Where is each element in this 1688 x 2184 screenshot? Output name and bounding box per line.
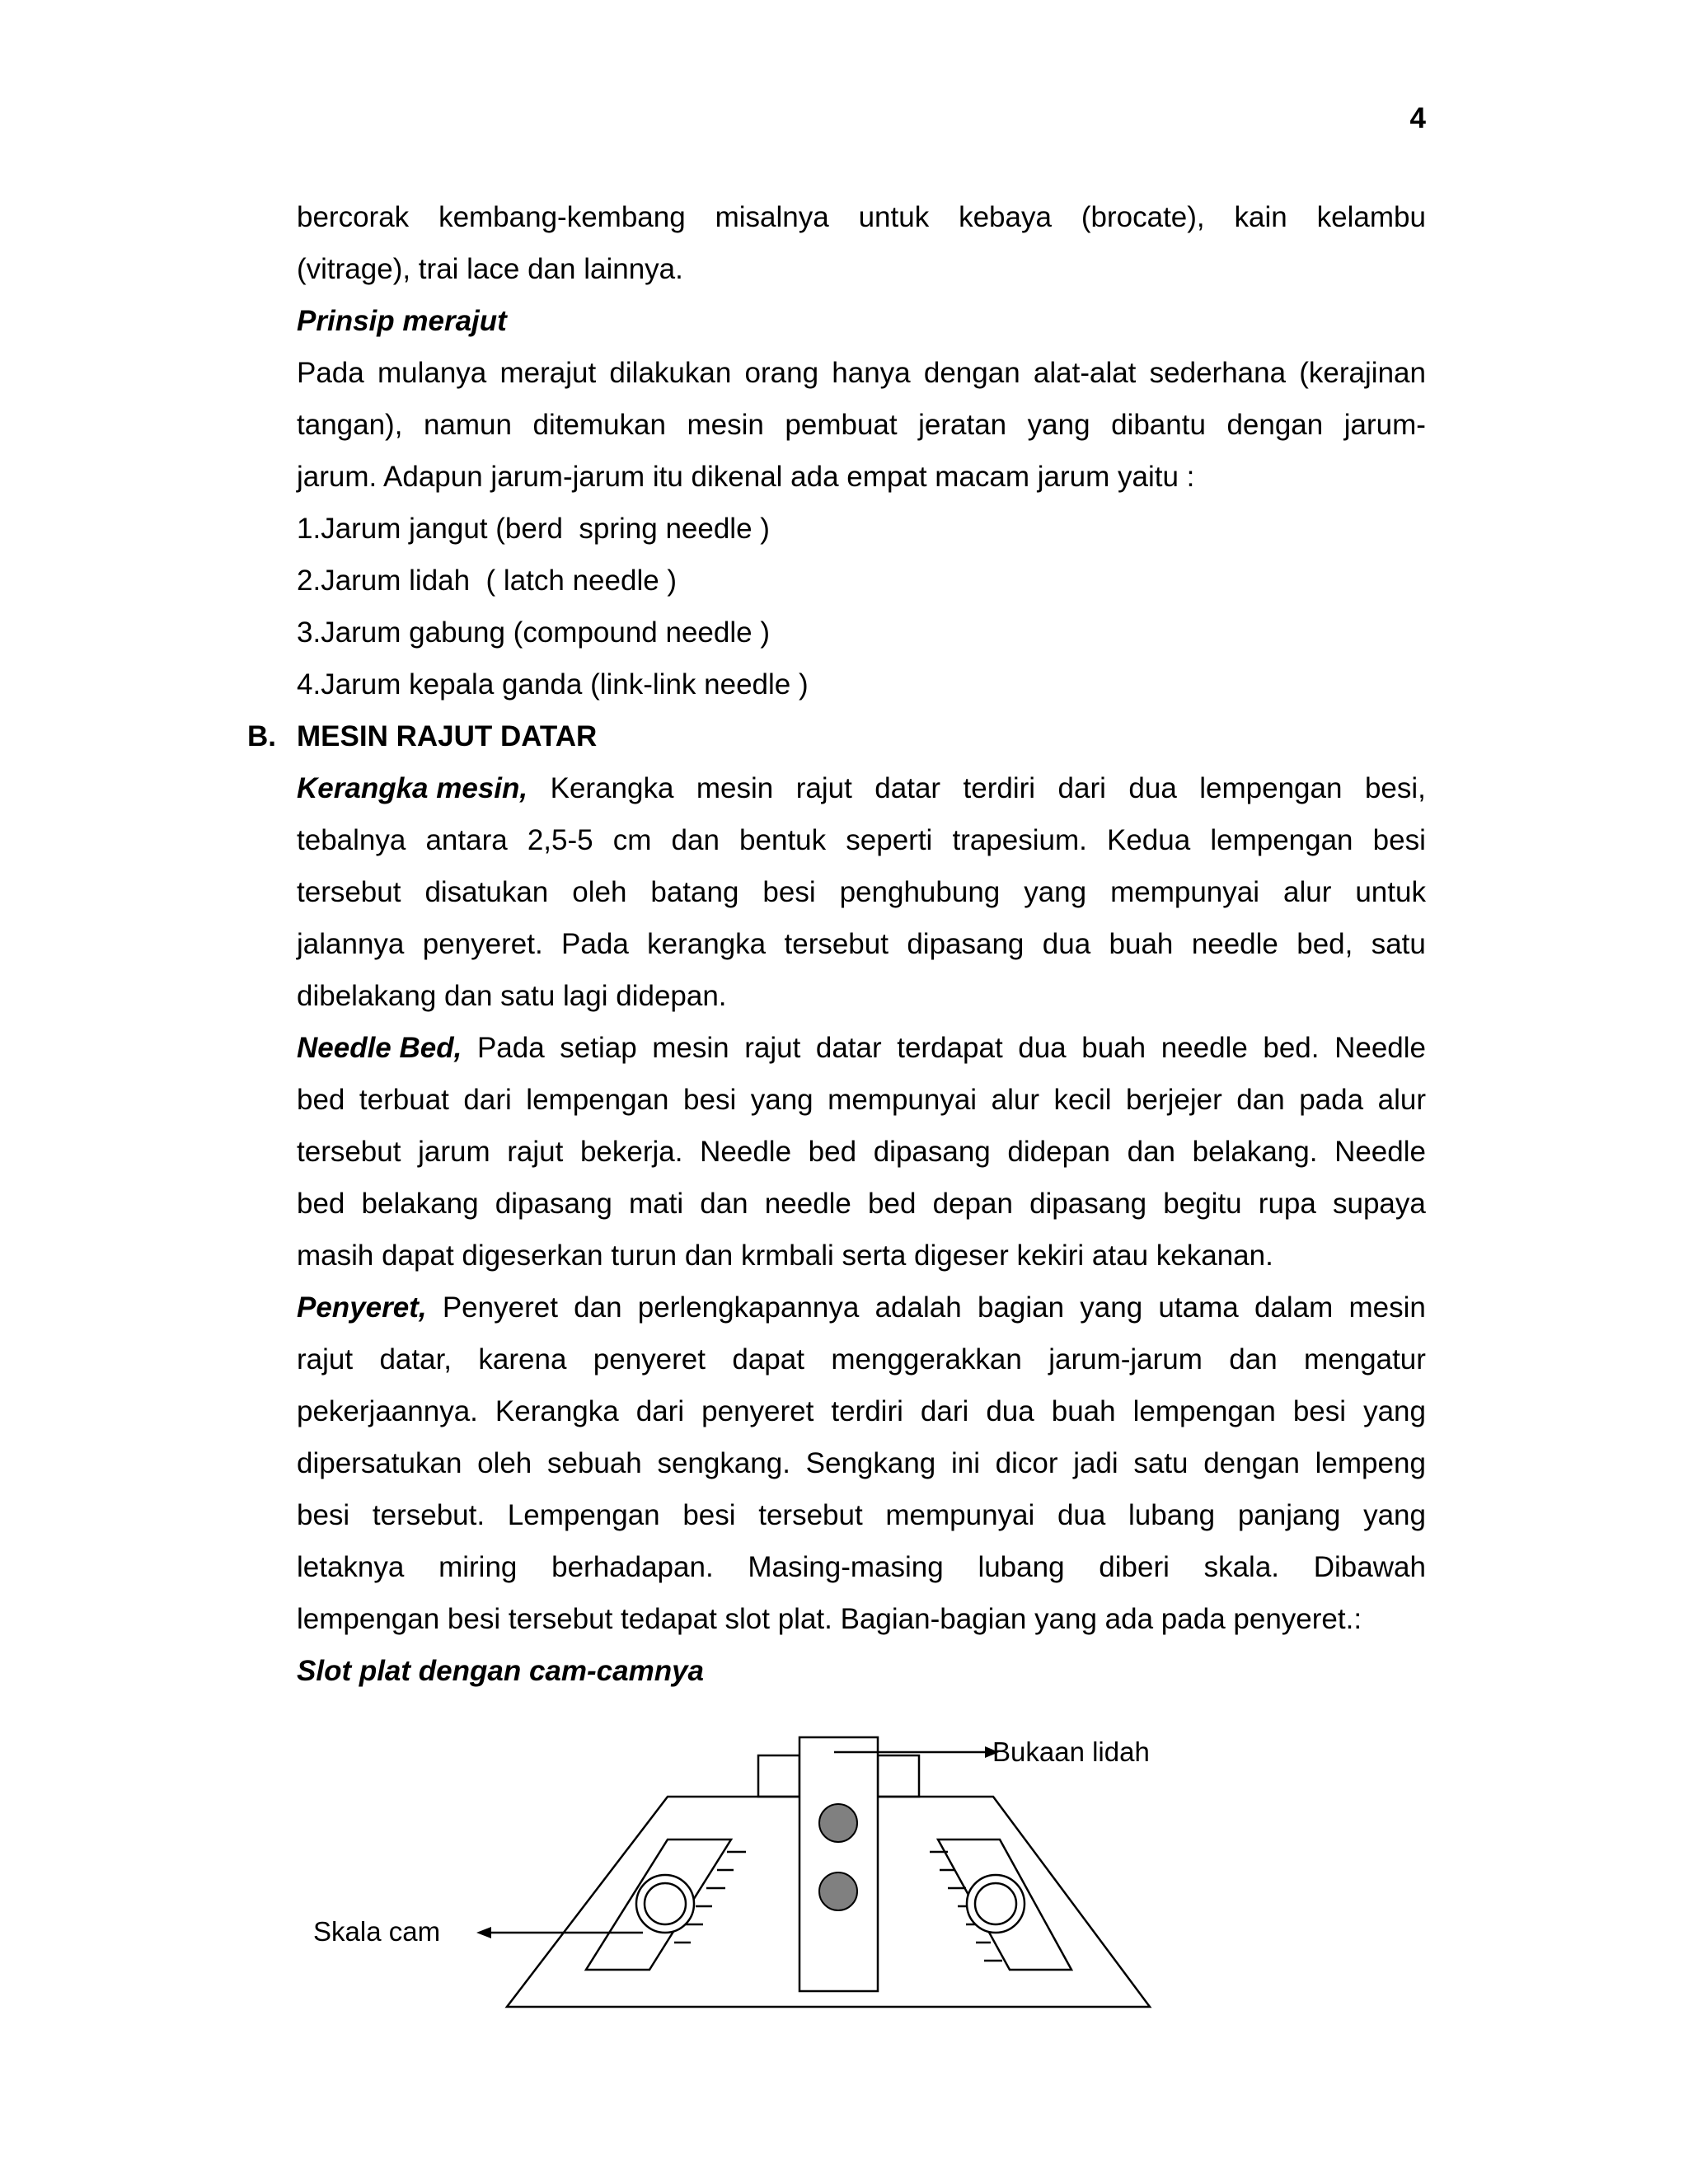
justified-line [297,1437,1426,1489]
word: bercorak [297,201,410,233]
word: dan [671,824,720,856]
upper-dot [819,1804,857,1842]
word: misalnya [715,201,829,233]
word: datar [874,772,941,804]
word: penyeret [701,1395,814,1427]
word: besi [762,876,816,908]
word: tangan), [297,409,403,441]
word: rajut [744,1032,801,1064]
word: jalannya [297,928,405,960]
word: jadi [1073,1447,1118,1479]
word: dari [635,1395,685,1427]
word: cm [612,824,652,856]
center-plate [799,1737,878,1991]
word: satu [1133,1447,1189,1479]
word: setiap [560,1032,637,1064]
word: menggerakkan [831,1343,1022,1376]
term-label: Kerangka mesin, [297,772,528,804]
word: sederhana [1149,357,1287,389]
lower-dot [819,1872,857,1910]
skala-arrow-head [476,1927,491,1938]
justified-line [297,347,1426,399]
word: rupa [1258,1188,1316,1220]
justified-line [297,918,1426,970]
word: 2,5-5 [527,824,593,856]
word: mempunyai [1110,876,1260,908]
word: dipasang [495,1188,612,1220]
word: belakang. [1192,1136,1318,1168]
word: alur [991,1084,1039,1116]
word: jeratan [918,409,1007,441]
word: bed, [1296,928,1353,960]
word: tersebut [297,1136,401,1168]
word: besi [683,1084,737,1116]
word: datar [815,1032,882,1064]
word: buah [1051,1395,1116,1427]
word: supaya [1333,1188,1426,1220]
word: hanya [832,357,911,389]
word: mempunyai [885,1499,1035,1531]
word: kembang-kembang [438,201,686,233]
word: Kerangka [495,1395,619,1427]
word: begitu [1163,1188,1242,1220]
word: terdapat [897,1032,1003,1064]
word: mesin [696,772,774,804]
word: pekerjaannya. [297,1395,478,1427]
justified-line [297,814,1426,866]
word: needle [1160,1032,1248,1064]
word: sengkang. [657,1447,790,1479]
word: datar, [379,1343,452,1376]
prinsip-section [247,295,1426,710]
justified-line [297,1022,1426,1074]
word: satu [1371,928,1426,960]
word: yang [1024,876,1087,908]
word: penghubung [839,876,1001,908]
needle-list-item: 3.Jarum gabung (compound needle ) [297,616,770,649]
word: kain [1234,201,1287,233]
word: kebaya [959,201,1052,233]
left-top-box [758,1755,799,1797]
word: buah [1109,928,1174,960]
slot-plat-drawing [247,1714,1426,2044]
word: needle [1191,928,1278,960]
justified-line [297,1333,1426,1385]
word: ditemukan [532,409,666,441]
word: dengan [1203,1447,1300,1479]
slot-plat-heading: Slot plat dengan cam-camnya [297,1655,705,1687]
word: bed [297,1084,345,1116]
word: namun [423,409,512,441]
text-line: masih dapat digeserkan turun dan krmbali serta digeser kekiri atau kekanan. [297,1240,1273,1272]
text-line: (vitrage), trai lace dan lainnya. [297,253,683,285]
word: (brocate), [1081,201,1205,233]
word: oleh [572,876,627,908]
word: mesin [1348,1291,1426,1324]
justified-line [297,1282,1426,1333]
slot-plat-diagram [247,1714,1426,2044]
word: panjang [1237,1499,1341,1531]
section-title: MESIN RAJUT DATAR [297,720,598,752]
word: dan [1236,1084,1285,1116]
word: dua [1042,928,1091,960]
word: oleh [477,1447,532,1479]
word: ini [950,1447,980,1479]
word: Kedua [1106,824,1191,856]
word: Needle [700,1136,792,1168]
word: tersebut. [372,1499,485,1531]
word: berhadapan. [551,1551,714,1583]
word: dalam [1254,1291,1334,1324]
word: trapesium. [952,824,1087,856]
word: bed. [1263,1032,1320,1064]
word: lempengan [1199,772,1343,804]
word: bed [868,1188,917,1220]
word: alat-alat [1033,357,1137,389]
word: dan [1127,1136,1176,1168]
word: dipasang [1029,1188,1147,1220]
word: penyeret. [422,928,543,960]
word: dari [463,1084,512,1116]
skala-cam-label: Skala cam [313,1916,441,1947]
word: karena [478,1343,567,1376]
penyeret-paragraph [247,1282,1426,1697]
word: kerangka [647,928,767,960]
word: lempengan [1132,1395,1276,1427]
word: kelambu [1316,201,1426,233]
justified-line [297,1385,1426,1437]
word: jarum-jarum [1048,1343,1203,1376]
word: antara [425,824,508,856]
word: tebalnya [297,824,406,856]
word: mati [628,1188,684,1220]
word: besi [682,1499,736,1531]
word: dari [1057,772,1106,804]
word: yang [1080,1291,1143,1324]
word: dibantu [1111,409,1206,441]
justified-line [297,1541,1426,1593]
justified-line [297,191,1426,243]
word: penyeret [593,1343,706,1376]
word: untuk [1355,876,1426,908]
word: Lempengan [507,1499,660,1531]
word: tersebut [784,928,889,960]
word: untuk [858,201,930,233]
word: didepan [1007,1136,1110,1168]
word: alur [1377,1084,1426,1116]
word: rajut [507,1136,564,1168]
word: sebuah [546,1447,642,1479]
diagram-strokes [486,1737,1150,2007]
word: jarum- [1343,409,1426,441]
word: belakang [361,1188,479,1220]
needle-list-item: 2.Jarum lidah ( latch needle ) [297,565,678,597]
word: batang [650,876,739,908]
word: dua [986,1395,1034,1427]
word: dari [920,1395,969,1427]
word: yang [1363,1395,1426,1427]
needle-bed-paragraph [247,1022,1426,1282]
word: seperti [846,824,933,856]
word: mengatur [1304,1343,1426,1376]
word: terdiri [963,772,1036,804]
word: Penyeret [442,1291,558,1324]
text-line: lempengan besi tersebut tedapat slot plat. Bagian-bagian yang ada pada penyeret.: [297,1603,1362,1635]
word: dicor [995,1447,1058,1479]
word: tersebut [297,876,401,908]
word: tersebut [758,1499,863,1531]
word: dua [1128,772,1177,804]
word: Masing-masing [748,1551,944,1583]
word: berjejer [1126,1084,1222,1116]
word: bekerja. [579,1136,683,1168]
word: mesin [687,409,764,441]
word: pembuat [785,409,898,441]
word: dua [1018,1032,1067,1064]
kerangka-paragraph [247,762,1426,1022]
word: Pada [561,928,629,960]
word: dengan [923,357,1020,389]
word: diberi [1099,1551,1170,1583]
word: dengan [1226,409,1324,441]
text-line: dibelakang dan satu lagi didepan. [297,980,727,1012]
justified-line [297,762,1426,814]
word: Needle [1334,1136,1426,1168]
word: perlengkapannya [637,1291,860,1324]
word: bagian [977,1291,1065,1324]
word: (kerajinan [1299,357,1426,389]
word: Needle [1334,1032,1426,1064]
word: lempengan [526,1084,669,1116]
bukaan-lidah-label: Bukaan lidah [992,1736,1150,1767]
word: terdiri [831,1395,903,1427]
word: Dibawah [1313,1551,1426,1583]
text-line: jarum. Adapun jarum-jarum itu dikenal ada empat macam jarum yaitu : [297,461,1195,493]
needle-list-item: 4.Jarum kepala ganda (link-link needle ) [297,668,809,701]
word: rajut [297,1343,354,1376]
justified-line [297,1178,1426,1230]
word: alur [1282,876,1332,908]
word: yang [750,1084,814,1116]
word: lempengan [1210,824,1353,856]
word: lubang [1128,1499,1216,1531]
continuation-paragraph [247,191,1426,295]
word: bed [297,1188,345,1220]
word: Kerangka [550,772,674,804]
word: adalah [874,1291,962,1324]
word: lempeng [1315,1447,1426,1479]
word: dan [700,1188,748,1220]
term-label: Penyeret, [297,1291,427,1324]
word: besi, [1364,772,1426,804]
justified-line [297,399,1426,451]
word: lubang [978,1551,1065,1583]
word: merajut [499,357,597,389]
word: pada [1299,1084,1364,1116]
word: miring [438,1551,518,1583]
justified-line [297,1126,1426,1178]
word: needle [764,1188,851,1220]
word: dan [1229,1343,1278,1376]
word: dan [574,1291,622,1324]
word: utama [1158,1291,1239,1324]
word: dapat [732,1343,804,1376]
word: orang [744,357,819,389]
word: Sengkang [805,1447,936,1479]
page-content [247,191,1426,1697]
justified-line [297,866,1426,918]
word: disatukan [424,876,549,908]
page-number: 4 [1409,102,1426,134]
word: skala. [1203,1551,1280,1583]
word: kecil [1053,1084,1112,1116]
justified-line [297,1074,1426,1126]
word: dua [1057,1499,1106,1531]
word: yang [1363,1499,1426,1531]
prinsip-heading: Prinsip merajut [297,305,507,337]
word: dipersatukan [297,1447,462,1479]
word: depan [932,1188,1013,1220]
word: rajut [795,772,852,804]
word: dipasang [873,1136,991,1168]
section-letter: B. [247,720,276,752]
word: dilakukan [609,357,732,389]
word: mesin [652,1032,729,1064]
word: buah [1081,1032,1146,1064]
word: Pada [297,357,364,389]
word: besi [1292,1395,1347,1427]
needle-list-item: 1.Jarum jangut (berd spring needle ) [297,513,770,545]
word: Pada [476,1032,545,1064]
word: letaknya [297,1551,405,1583]
right-top-box [878,1755,919,1797]
word: yang [1027,409,1090,441]
word: bed [808,1136,857,1168]
word: mulanya [377,357,487,389]
word: jarum [418,1136,490,1168]
word: bentuk [739,824,827,856]
word: mempunyai [828,1084,978,1116]
justified-line [297,1489,1426,1541]
term-label: Needle Bed, [297,1032,462,1064]
word: dipasang [907,928,1025,960]
word: besi [1372,824,1426,856]
word: terbuat [359,1084,449,1116]
word: besi [297,1499,350,1531]
section-b-heading [247,710,1426,762]
